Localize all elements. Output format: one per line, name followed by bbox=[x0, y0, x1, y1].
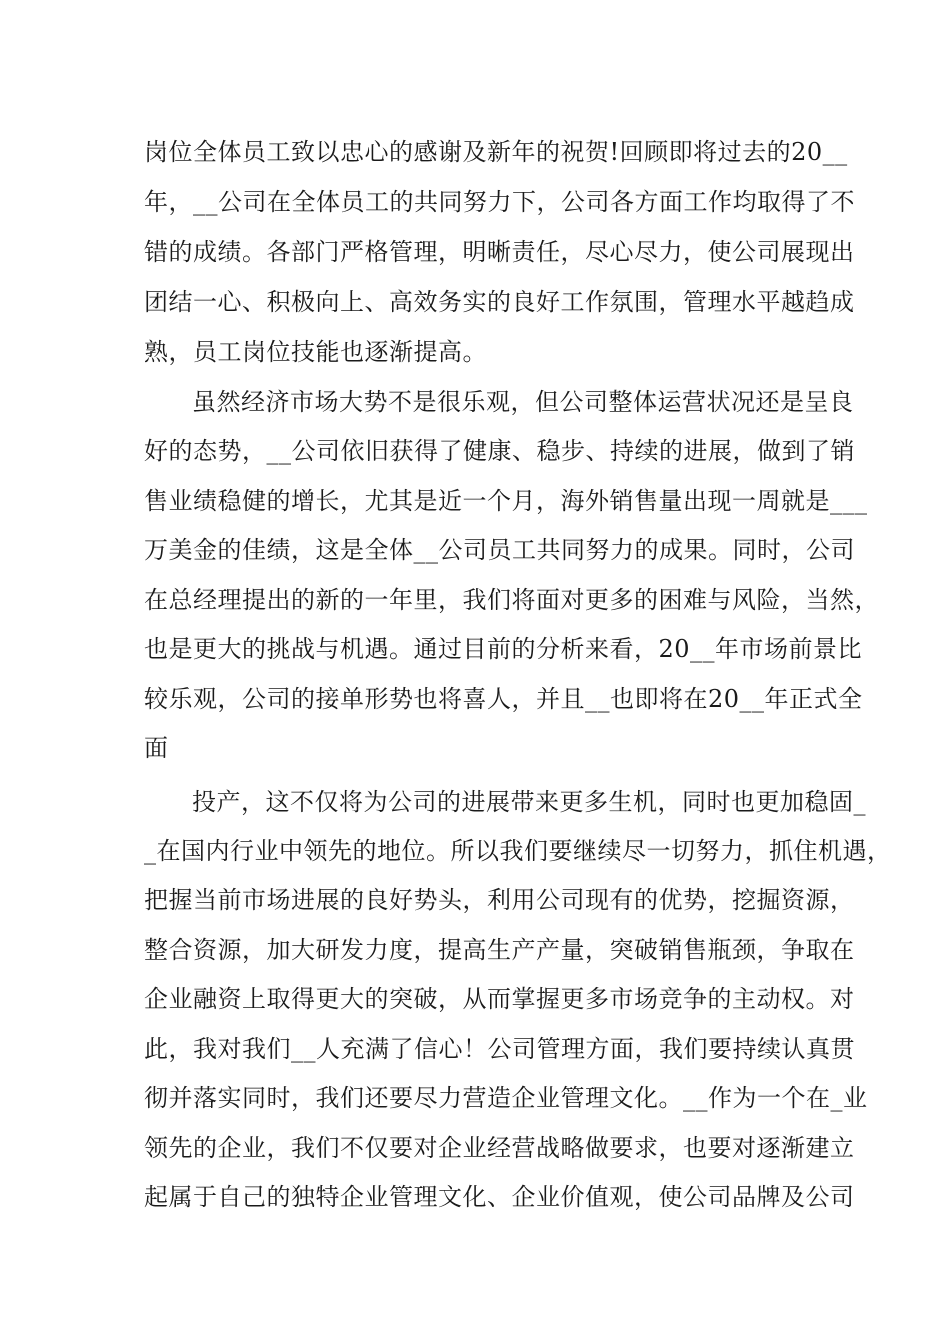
paragraph-2-line: 也是更大的挑战与机遇。通过目前的分析来看，20__年市场前景比 bbox=[144, 635, 863, 663]
paragraph-3-line: 领先的企业，我们不仅要对企业经营战略做要求，也要对逐渐建立 bbox=[144, 1134, 855, 1162]
paragraph-3-line: 此，我对我们__人充满了信心！公司管理方面，我们要持续认真贯 bbox=[144, 1035, 855, 1063]
paragraph-3-line: 彻并落实同时，我们还要尽力营造企业管理文化。__作为一个在_业 bbox=[144, 1084, 868, 1112]
paragraph-1-line: 团结一心、积极向上、高效务实的良好工作氛围，管理水平越趋成 bbox=[144, 288, 855, 316]
paragraph-3-line: 把握当前市场进展的良好势头，利用公司现有的优势，挖掘资源， bbox=[144, 886, 855, 914]
paragraph-2-line: 在总经理提出的新的一年里，我们将面对更多的困难与风险，当然， bbox=[144, 586, 879, 614]
paragraph-2-line: 面 bbox=[144, 734, 169, 762]
paragraph-1-line: 错的成绩。各部门严格管理，明晰责任，尽心尽力，使公司展现出 bbox=[144, 238, 855, 266]
paragraph-1-line: 岗位全体员工致以忠心的感谢及新年的祝贺!回顾即将过去的20__ bbox=[144, 138, 848, 166]
paragraph-2-line: 虽然经济市场大势不是很乐观，但公司整体运营状况还是呈良 bbox=[192, 388, 854, 416]
paragraph-2-line: 万美金的佳绩，这是全体__公司员工共同努力的成果。同时，公司 bbox=[144, 536, 855, 564]
paragraph-2-line: 较乐观，公司的接单形势也将喜人，并且__也即将在20__年正式全 bbox=[144, 685, 863, 713]
paragraph-3-line: 整合资源，加大研发力度，提高生产产量，突破销售瓶颈，争取在 bbox=[144, 936, 855, 964]
paragraph-3-line: _在国内行业中领先的地位。所以我们要继续尽一切努力，抓住机遇， bbox=[144, 837, 892, 865]
paragraph-1-line: 年，__公司在全体员工的共同努力下，公司各方面工作均取得了不 bbox=[144, 188, 855, 216]
paragraph-1-line: 熟，员工岗位技能也逐渐提高。 bbox=[144, 338, 487, 366]
paragraph-3-line: 企业融资上取得更大的突破，从而掌握更多市场竞争的主动权。对 bbox=[144, 985, 855, 1013]
paragraph-3-line: 投产，这不仅将为公司的进展带来更多生机，同时也更加稳固_ bbox=[192, 788, 866, 816]
paragraph-2-line: 好的态势，__公司依旧获得了健康、稳步、持续的进展，做到了销 bbox=[144, 437, 855, 465]
paragraph-3-line: 起属于自己的独特企业管理文化、企业价值观，使公司品牌及公司 bbox=[144, 1183, 855, 1211]
paragraph-2-line: 售业绩稳健的增长，尤其是近一个月，海外销售量出现一周就是___ bbox=[144, 487, 868, 515]
